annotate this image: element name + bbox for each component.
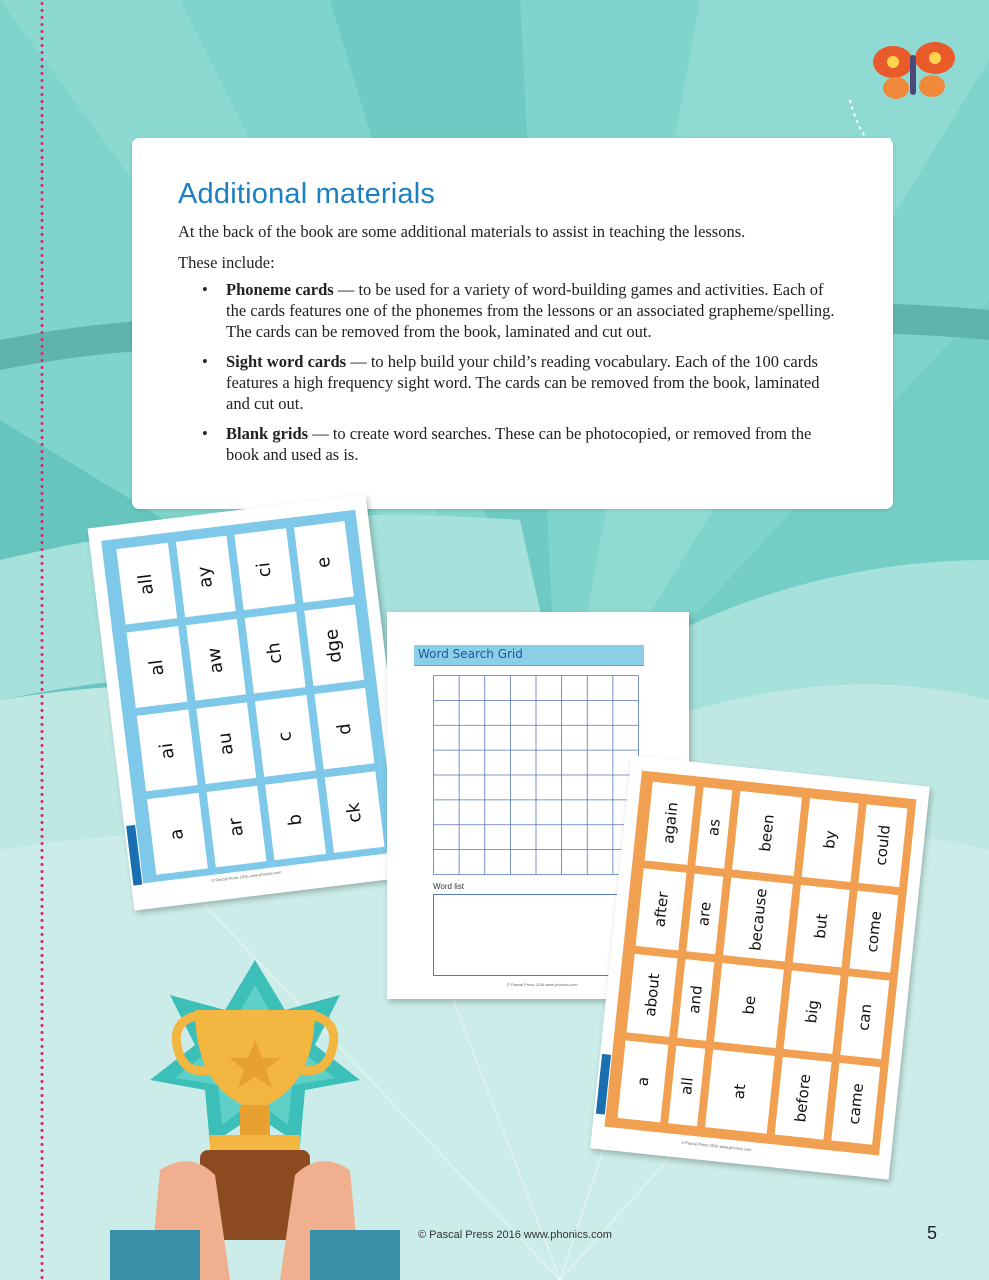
card-word: all bbox=[676, 1076, 697, 1096]
phoneme-cards-sheet bbox=[88, 494, 413, 910]
card bbox=[255, 695, 315, 777]
item-term: Phoneme cards bbox=[226, 280, 334, 299]
sight-word-card-grid bbox=[617, 782, 903, 1144]
card bbox=[784, 970, 840, 1053]
list-item bbox=[178, 423, 836, 465]
word-search-title-bar bbox=[414, 645, 644, 666]
card-word: about bbox=[640, 972, 664, 1018]
grid-sheet-footer: © Pascal Press 2016 www.phonics.com bbox=[507, 982, 578, 987]
card-word: ay bbox=[193, 564, 218, 589]
item-term: Sight word cards bbox=[226, 352, 347, 371]
card bbox=[802, 798, 858, 881]
card-word: big bbox=[801, 999, 823, 1025]
card-word: come bbox=[862, 909, 885, 953]
sight-word-cards-sheet bbox=[590, 755, 930, 1179]
card-word: a bbox=[633, 1075, 653, 1087]
card bbox=[293, 521, 353, 603]
page-footer: © Pascal Press 2016 www.phonics.com bbox=[418, 1229, 612, 1241]
materials-list bbox=[178, 279, 847, 465]
page-title: Additional materials bbox=[178, 178, 436, 210]
card-word: aw bbox=[203, 645, 228, 674]
card bbox=[245, 612, 305, 694]
sight-sheet-footer: © Pascal Press 2016 www.phonics.com bbox=[681, 1139, 752, 1153]
card bbox=[840, 976, 889, 1058]
card-word: ai bbox=[155, 741, 179, 760]
card bbox=[206, 786, 266, 868]
card-word: au bbox=[214, 730, 238, 756]
card bbox=[147, 793, 207, 875]
card-word: al bbox=[145, 657, 169, 677]
card-word: by bbox=[820, 829, 841, 850]
word-list-label: Word list bbox=[433, 882, 464, 891]
intro-paragraph: At the back of the book are some additional materials to assist in teaching the lessons. bbox=[178, 222, 746, 241]
card bbox=[314, 688, 374, 770]
card bbox=[775, 1056, 831, 1139]
card-word: all bbox=[134, 572, 159, 596]
item-term: Blank grids bbox=[226, 424, 309, 443]
card-word: ci bbox=[253, 560, 276, 578]
list-item bbox=[178, 351, 836, 414]
item-text: — to help build your child’s reading vocabulary. Each of the 100 cards features a high frequency sight word. The cards can be removed from the book, laminated and cut out. bbox=[226, 352, 820, 413]
card bbox=[324, 771, 384, 853]
card-word: been bbox=[756, 813, 778, 853]
card-word: before bbox=[791, 1073, 815, 1123]
card-word: e bbox=[312, 555, 335, 569]
card-word: came bbox=[844, 1082, 867, 1125]
additional-materials-box bbox=[132, 138, 893, 509]
card-word: be bbox=[738, 995, 759, 1016]
card-word: b bbox=[284, 812, 307, 827]
item-text: — to be used for a variety of word-building games and activities. Each of the cards features one of the phonemes from the lessons or an associated grapheme/spelling. The cards can be removed from the book, laminated and cut out. bbox=[226, 280, 835, 341]
card-word: again bbox=[659, 801, 682, 845]
card bbox=[793, 884, 849, 967]
card-word: a bbox=[166, 827, 189, 841]
card bbox=[636, 868, 687, 951]
bullet: • bbox=[202, 352, 208, 371]
card bbox=[668, 1045, 704, 1126]
card bbox=[858, 804, 907, 886]
card bbox=[831, 1062, 880, 1144]
card bbox=[627, 954, 678, 1037]
these-include-label: These include: bbox=[178, 253, 275, 272]
card bbox=[137, 710, 197, 792]
card bbox=[116, 543, 176, 625]
card bbox=[127, 626, 187, 708]
card-word: c bbox=[274, 729, 297, 743]
phoneme-card-grid bbox=[116, 521, 384, 875]
card-word: can bbox=[854, 1003, 875, 1032]
page-number: 5 bbox=[927, 1223, 938, 1243]
card bbox=[645, 782, 696, 865]
list-item bbox=[178, 279, 836, 342]
card bbox=[687, 873, 723, 954]
card-word: dge bbox=[321, 627, 347, 664]
word-search-grid bbox=[433, 675, 639, 875]
card bbox=[696, 787, 732, 868]
card bbox=[234, 528, 294, 610]
card bbox=[175, 536, 235, 618]
card-word: as bbox=[703, 818, 724, 838]
card-word: after bbox=[650, 890, 673, 928]
card bbox=[849, 890, 898, 972]
card bbox=[705, 1049, 776, 1134]
card-word: ck bbox=[342, 800, 367, 824]
card bbox=[732, 791, 803, 876]
word-list-box bbox=[433, 894, 639, 976]
bullet: • bbox=[202, 424, 208, 443]
card bbox=[678, 959, 714, 1040]
word-search-title: Word Search Grid bbox=[418, 647, 523, 661]
card bbox=[265, 778, 325, 860]
card bbox=[196, 702, 256, 784]
bullet: • bbox=[202, 280, 208, 299]
card-word: ch bbox=[263, 640, 287, 665]
card-word: d bbox=[333, 721, 356, 736]
card bbox=[617, 1040, 668, 1123]
card bbox=[186, 619, 246, 701]
card-word: could bbox=[871, 824, 894, 867]
card-word: because bbox=[745, 887, 771, 952]
card-word: ar bbox=[224, 816, 248, 838]
card bbox=[723, 877, 794, 962]
card-word: but bbox=[810, 912, 832, 940]
card bbox=[714, 963, 785, 1048]
card-word: are bbox=[694, 900, 715, 927]
card-word: and bbox=[685, 984, 707, 1015]
card bbox=[304, 604, 364, 686]
item-text: — to create word searches. These can be photocopied, or removed from the book and used as is. bbox=[226, 424, 812, 464]
dotted-margin-line bbox=[40, 0, 44, 1280]
card-word: at bbox=[730, 1082, 750, 1100]
phoneme-sheet-footer: © Pascal Press 2016 www.phonics.com bbox=[211, 869, 282, 884]
